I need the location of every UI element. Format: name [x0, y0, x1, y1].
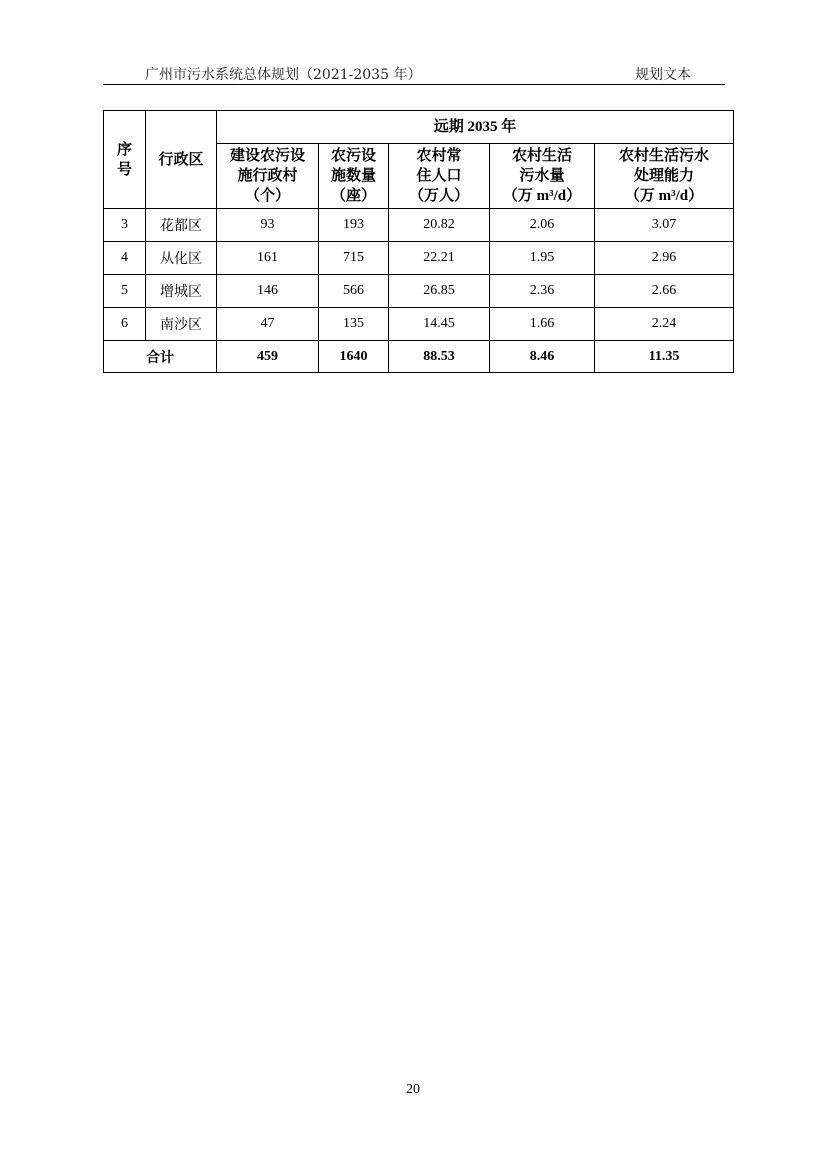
header-district: 行政区: [146, 111, 217, 209]
total-population: 88.53: [389, 341, 490, 373]
header-index: 序 号: [104, 111, 146, 209]
cell-facilities: 566: [319, 275, 389, 308]
cell-treatment-capacity: 2.96: [595, 242, 734, 275]
cell-district: 南沙区: [146, 308, 217, 341]
rural-sewage-table: [103, 110, 734, 373]
cell-sewage-volume: 2.36: [490, 275, 595, 308]
total-villages: 459: [217, 341, 319, 373]
table-row: [104, 308, 734, 341]
cell-villages: 93: [217, 209, 319, 242]
total-facilities: 1640: [319, 341, 389, 373]
cell-villages: 161: [217, 242, 319, 275]
page-header: [103, 60, 725, 85]
table-row: [104, 209, 734, 242]
header-sewage-volume: 农村生活 污水量 （万 m³/d）: [490, 144, 595, 209]
header-facilities: 农污设 施数量 （座）: [319, 144, 389, 209]
table-header-row: [104, 111, 734, 144]
cell-treatment-capacity: 3.07: [595, 209, 734, 242]
header-treatment-capacity: 农村生活污水 处理能力 （万 m³/d）: [595, 144, 734, 209]
table-row: [104, 275, 734, 308]
table-row: [104, 242, 734, 275]
cell-district: 从化区: [146, 242, 217, 275]
cell-index: 5: [104, 275, 146, 308]
header-group-2035: 远期 2035 年: [217, 111, 734, 144]
cell-treatment-capacity: 2.66: [595, 275, 734, 308]
cell-sewage-volume: 1.95: [490, 242, 595, 275]
cell-index: 4: [104, 242, 146, 275]
cell-index: 6: [104, 308, 146, 341]
total-label: 合计: [104, 341, 217, 373]
header-population: 农村常 住人口 （万人）: [389, 144, 490, 209]
cell-population: 26.85: [389, 275, 490, 308]
table-total-row: [104, 341, 734, 373]
document-section-label: 规划文本: [635, 67, 691, 83]
cell-population: 22.21: [389, 242, 490, 275]
cell-district: 花都区: [146, 209, 217, 242]
cell-population: 20.82: [389, 209, 490, 242]
total-treatment-capacity: 11.35: [595, 341, 734, 373]
total-sewage-volume: 8.46: [490, 341, 595, 373]
cell-facilities: 193: [319, 209, 389, 242]
page-number: 20: [406, 1082, 420, 1097]
cell-villages: 47: [217, 308, 319, 341]
cell-villages: 146: [217, 275, 319, 308]
document-title: 广州市污水系统总体规划（2021-2035 年）: [145, 67, 422, 83]
cell-facilities: 715: [319, 242, 389, 275]
cell-facilities: 135: [319, 308, 389, 341]
cell-index: 3: [104, 209, 146, 242]
cell-treatment-capacity: 2.24: [595, 308, 734, 341]
cell-district: 增城区: [146, 275, 217, 308]
cell-population: 14.45: [389, 308, 490, 341]
header-villages: 建设农污设 施行政村 （个）: [217, 144, 319, 209]
cell-sewage-volume: 2.06: [490, 209, 595, 242]
cell-sewage-volume: 1.66: [490, 308, 595, 341]
